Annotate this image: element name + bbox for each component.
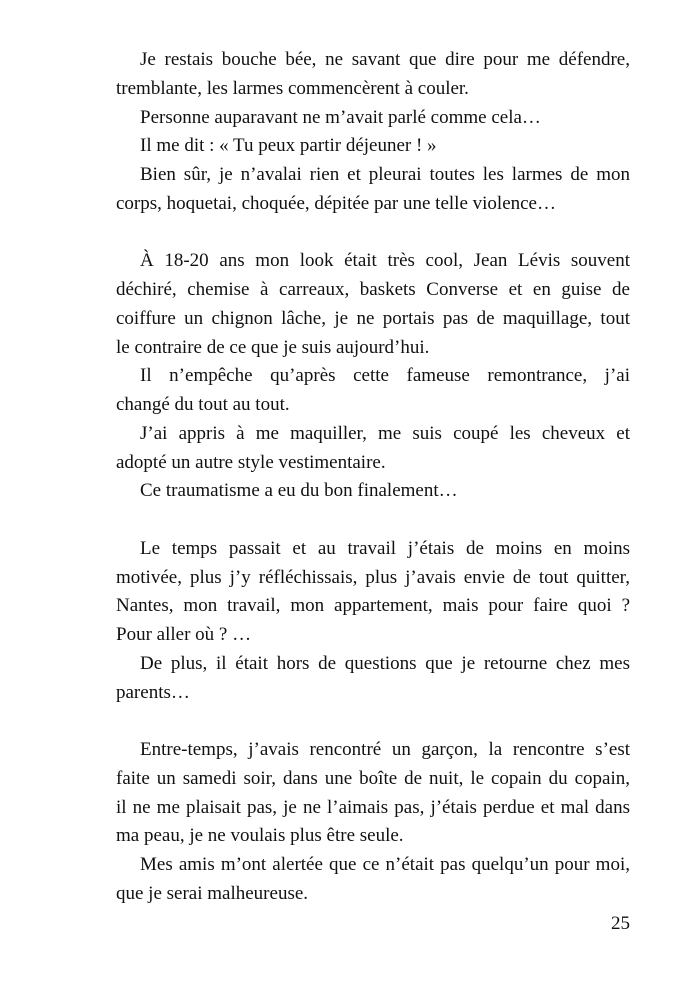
text-line: Ce traumatisme a eu du bon finalement… [140, 480, 458, 502]
section-break [116, 506, 630, 535]
text-line: Pour aller où ? … [116, 624, 252, 645]
text-line: Je restais bouche bée, ne savant que dire pour me défendre, [140, 49, 630, 70]
paragraph [116, 535, 630, 650]
paragraph [116, 420, 630, 478]
paragraph [116, 46, 630, 104]
section-break [116, 219, 630, 248]
page-body-text [116, 46, 630, 909]
text-line: tremblante, les larmes commencèrent à couler. [116, 77, 469, 99]
text-line: que je serai malheureuse. [116, 882, 309, 904]
text-line: il ne me plaisait pas, je ne l’aimais pas, j’étais perdue et mal dans [116, 796, 630, 818]
text-line: le contraire de ce que je suis aujourd’hui. [116, 336, 430, 358]
page-number: 25 [611, 913, 630, 934]
paragraph [116, 851, 630, 909]
paragraph [116, 736, 630, 851]
text-line: Il n’empêche qu’après cette fameuse remontrance, j’ai [140, 365, 630, 387]
text-line: Entre-temps, j’avais rencontré un garçon, la rencontre s’est [140, 739, 630, 760]
text-line: Bien sûr, je n’avalai rien et pleurai toutes les larmes de mon [140, 164, 630, 185]
text-line: Nantes, mon travail, mon appartement, mais pour faire quoi ? [116, 595, 630, 617]
text-line: coiffure un chignon lâche, je ne portais pas de maquillage, tout [116, 307, 630, 329]
text-line: faite un samedi soir, dans une boîte de nuit, le copain du copain, [116, 767, 630, 789]
text-line: déchiré, chemise à carreaux, baskets Converse et en guise de [116, 279, 630, 300]
text-line: changé du tout au tout. [116, 394, 290, 415]
paragraph [116, 650, 630, 708]
text-line: À 18-20 ans mon look était très cool, Jean Lévis souvent [140, 250, 630, 272]
section-break [116, 707, 630, 736]
text-line: ma peau, je ne voulais plus être seule. [116, 825, 404, 847]
text-line: Le temps passait et au travail j’étais de moins en moins [140, 537, 630, 559]
paragraph [116, 161, 630, 219]
paragraph [116, 104, 630, 133]
text-line: adopté un autre style vestimentaire. [116, 451, 386, 473]
text-line: De plus, il était hors de questions que je retourne chez mes [140, 652, 630, 674]
text-line: motivée, plus j’y réfléchissais, plus j’avais envie de tout quitter, [116, 566, 630, 588]
text-line: Personne auparavant ne m’avait parlé comme cela… [140, 106, 541, 128]
text-line: J’ai appris à me maquiller, me suis coupé les cheveux et [140, 422, 630, 444]
text-line: Il me dit : « Tu peux partir déjeuner ! » [140, 135, 437, 157]
text-line: parents… [116, 681, 190, 703]
paragraph [116, 247, 630, 362]
text-line: corps, hoquetai, choquée, dépitée par une telle violence… [116, 192, 556, 214]
paragraph [116, 362, 630, 420]
text-line: Mes amis m’ont alertée que ce n’était pas quelqu’un pour moi, [140, 854, 630, 875]
paragraph [116, 132, 630, 161]
paragraph [116, 477, 630, 506]
